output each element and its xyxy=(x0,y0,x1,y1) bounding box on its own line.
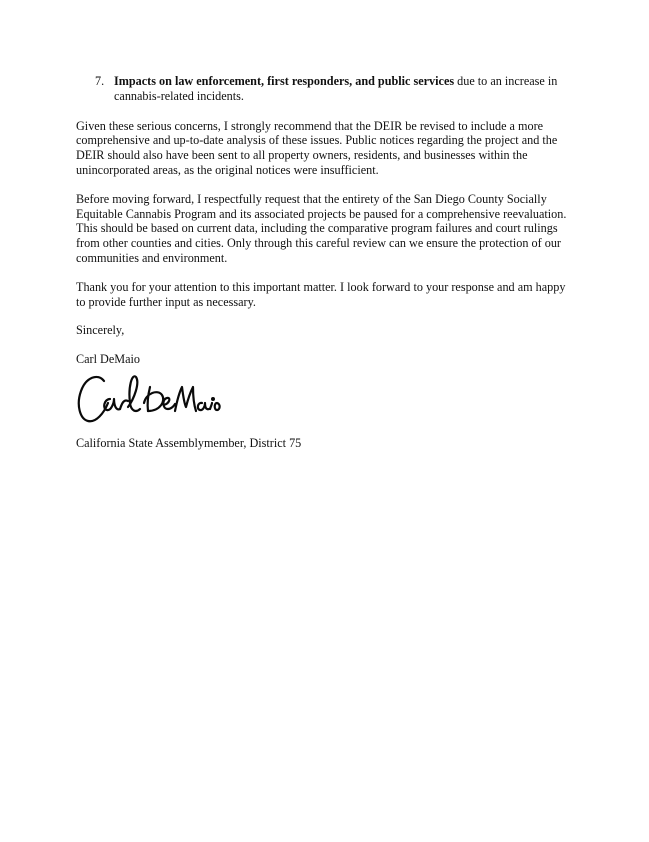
signer-title: California State Assemblymember, District 75 xyxy=(76,435,302,450)
closing-salutation: Sincerely, xyxy=(76,323,125,338)
list-item-bold-text: Impacts on law enforcement, first responders, and public services xyxy=(114,74,455,88)
list-item-text: due to an increase in cannabis-related incidents. xyxy=(114,74,558,103)
list-item-number: 7. xyxy=(95,74,105,88)
paragraph-pause-request: Before moving forward, I respectfully request that the entirety of the San Diego County Socially Equitable Cannabis Program and its associated projects be paused for a comprehensive reevaluation. This should be based on current data, including the comparative program failures and court rulings from other counties and cities. Only through this careful review can we ensure the protection of our communities and environment. xyxy=(76,191,567,265)
paragraph-thank-you: Thank you for your attention to this important matter. I look forward to your response and am happy to provide further input as necessary. xyxy=(76,279,566,309)
paragraph-deir-concerns: Given these serious concerns, I strongly recommend that the DEIR be revised to include a more comprehensive and up-to-date analysis of these issues. Public notices regarding the project and the DEIR should also have been sent to all property owners, residents, and businesses within the unincorporated areas, as the original notices were insufficient. xyxy=(76,118,558,177)
handwritten-signature xyxy=(74,369,224,431)
signer-name: Carl DeMaio xyxy=(76,352,140,367)
list-item xyxy=(95,74,576,104)
letter-body xyxy=(76,74,576,451)
